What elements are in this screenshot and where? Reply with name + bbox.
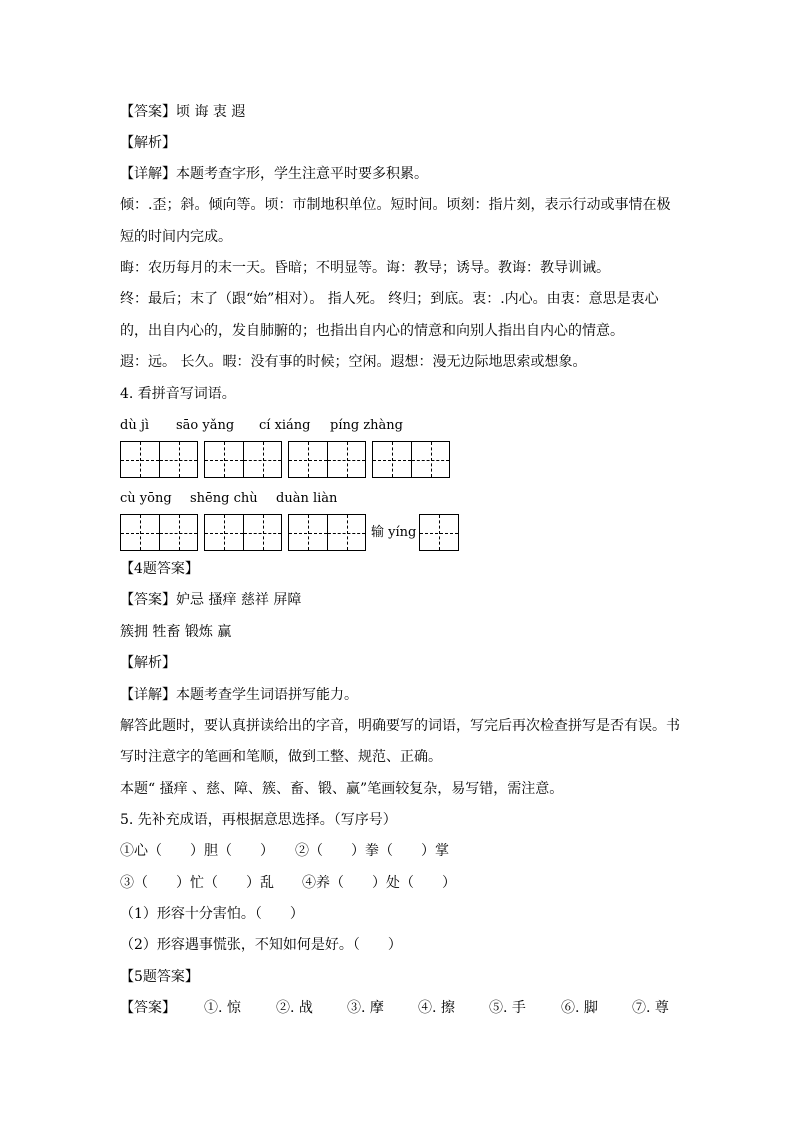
q3-line: 晦：农历每月的末一天。昏暗；不明显等。诲：教导；诱导。教诲：教导训诫。 [120,260,610,276]
q5-title: 5. 先补充成语，再根据意思选择。（写序号） [120,812,397,828]
writing-grid[interactable] [204,514,282,551]
writing-grid[interactable] [120,441,198,478]
q4-analysis-heading: 【解析】 [120,655,176,671]
q4-answer-line2: 簇拥 牲畜 锻炼 赢 [120,624,232,640]
q3-detail: 【详解】本题考查字形，学生注意平时要多积累。 [120,166,428,182]
writing-grid[interactable] [288,441,366,478]
pinyin-label: sāo yǎng [176,418,235,433]
q4-line: 本题“ 搔痒 、慈、障、簇、畜、锻、赢”笔画较复杂，易写错，需注意。 [120,781,564,797]
q3-line: 短的时间内完成。 [120,229,232,245]
writing-grid[interactable] [120,514,198,551]
q3-answer: 【答案】顷 诲 衷 遐 [120,104,246,120]
writing-grid[interactable] [204,441,282,478]
answer-label: 【答案】 [120,1000,176,1016]
q3-analysis-heading: 【解析】 [120,135,176,151]
q4-line: 写时注意字的笔画和笔顺，做到工整、规范、正确。 [120,749,442,765]
q5-row1: ①心（ ）胆（ ） ②（ ）拳（ ）掌 [120,843,449,859]
answer-item: ⑥. 脚 [561,1000,598,1016]
q3-line: 倾：.歪；斜。倾向等。顷：市制地积单位。短时间。顷刻：指片刻，表示行动或事情在极 [120,197,671,213]
writing-grid-single[interactable] [419,514,459,551]
pinyin-label: cí xiáng [259,418,311,433]
q4-line: 解答此题时，要认真拼读给出的字音，明确要写的词语，写完后再次检查拼写是否有误。书 [120,718,680,734]
pinyin-label: dù jì [120,418,150,433]
writing-grid[interactable] [372,441,450,478]
answer-item: ⑦. 尊 [632,1000,669,1016]
q4-detail: 【详解】本题考查学生词语拼写能力。 [120,687,358,703]
answer-item: ③. 摩 [347,1000,384,1016]
pinyin-label: píng zhàng [330,418,403,433]
q4-title: 4. 看拼音写词语。 [120,386,236,402]
answer-item: ①. 惊 [204,1000,241,1016]
q5-row2: ③（ ）忙（ ）乱 ④养（ ）处（ ） [120,875,456,891]
q3-line: 的，出自内心的，发自肺腑的；也指出自内心的情意和向别人指出自内心的情意。 [120,323,624,339]
q3-line: 遐：远。 长久。暇：没有事的时候；空闲。遐想：漫无边际地思索或想象。 [120,354,587,370]
q5-sub1: （1）形容十分害怕。（ ） [120,906,304,922]
answer-item: ⑤. 手 [489,1000,526,1016]
q4-answer: 【答案】妒忌 搔痒 慈祥 屏障 [120,592,302,608]
q5-answer-header: 【5题答案】 [120,969,199,985]
q4-answer-header: 【4题答案】 [120,561,199,577]
writing-grid[interactable] [288,514,366,551]
ying-label: 输 yíng [371,525,417,540]
pinyin-label: cù yōng [120,491,172,506]
answer-item: ②. 战 [276,1000,313,1016]
q3-line: 终：最后；末了（跟“始”相对）。 指人死。 终归；到底。衷：.内心。由衷：意思是衷心 [120,291,659,307]
pinyin-label: duàn liàn [276,491,338,506]
q5-sub2: （2）形容遇事慌张，不知如何是好。（ ） [120,937,402,953]
answer-item: ④. 擦 [418,1000,455,1016]
pinyin-label: shēng chù [190,491,258,506]
